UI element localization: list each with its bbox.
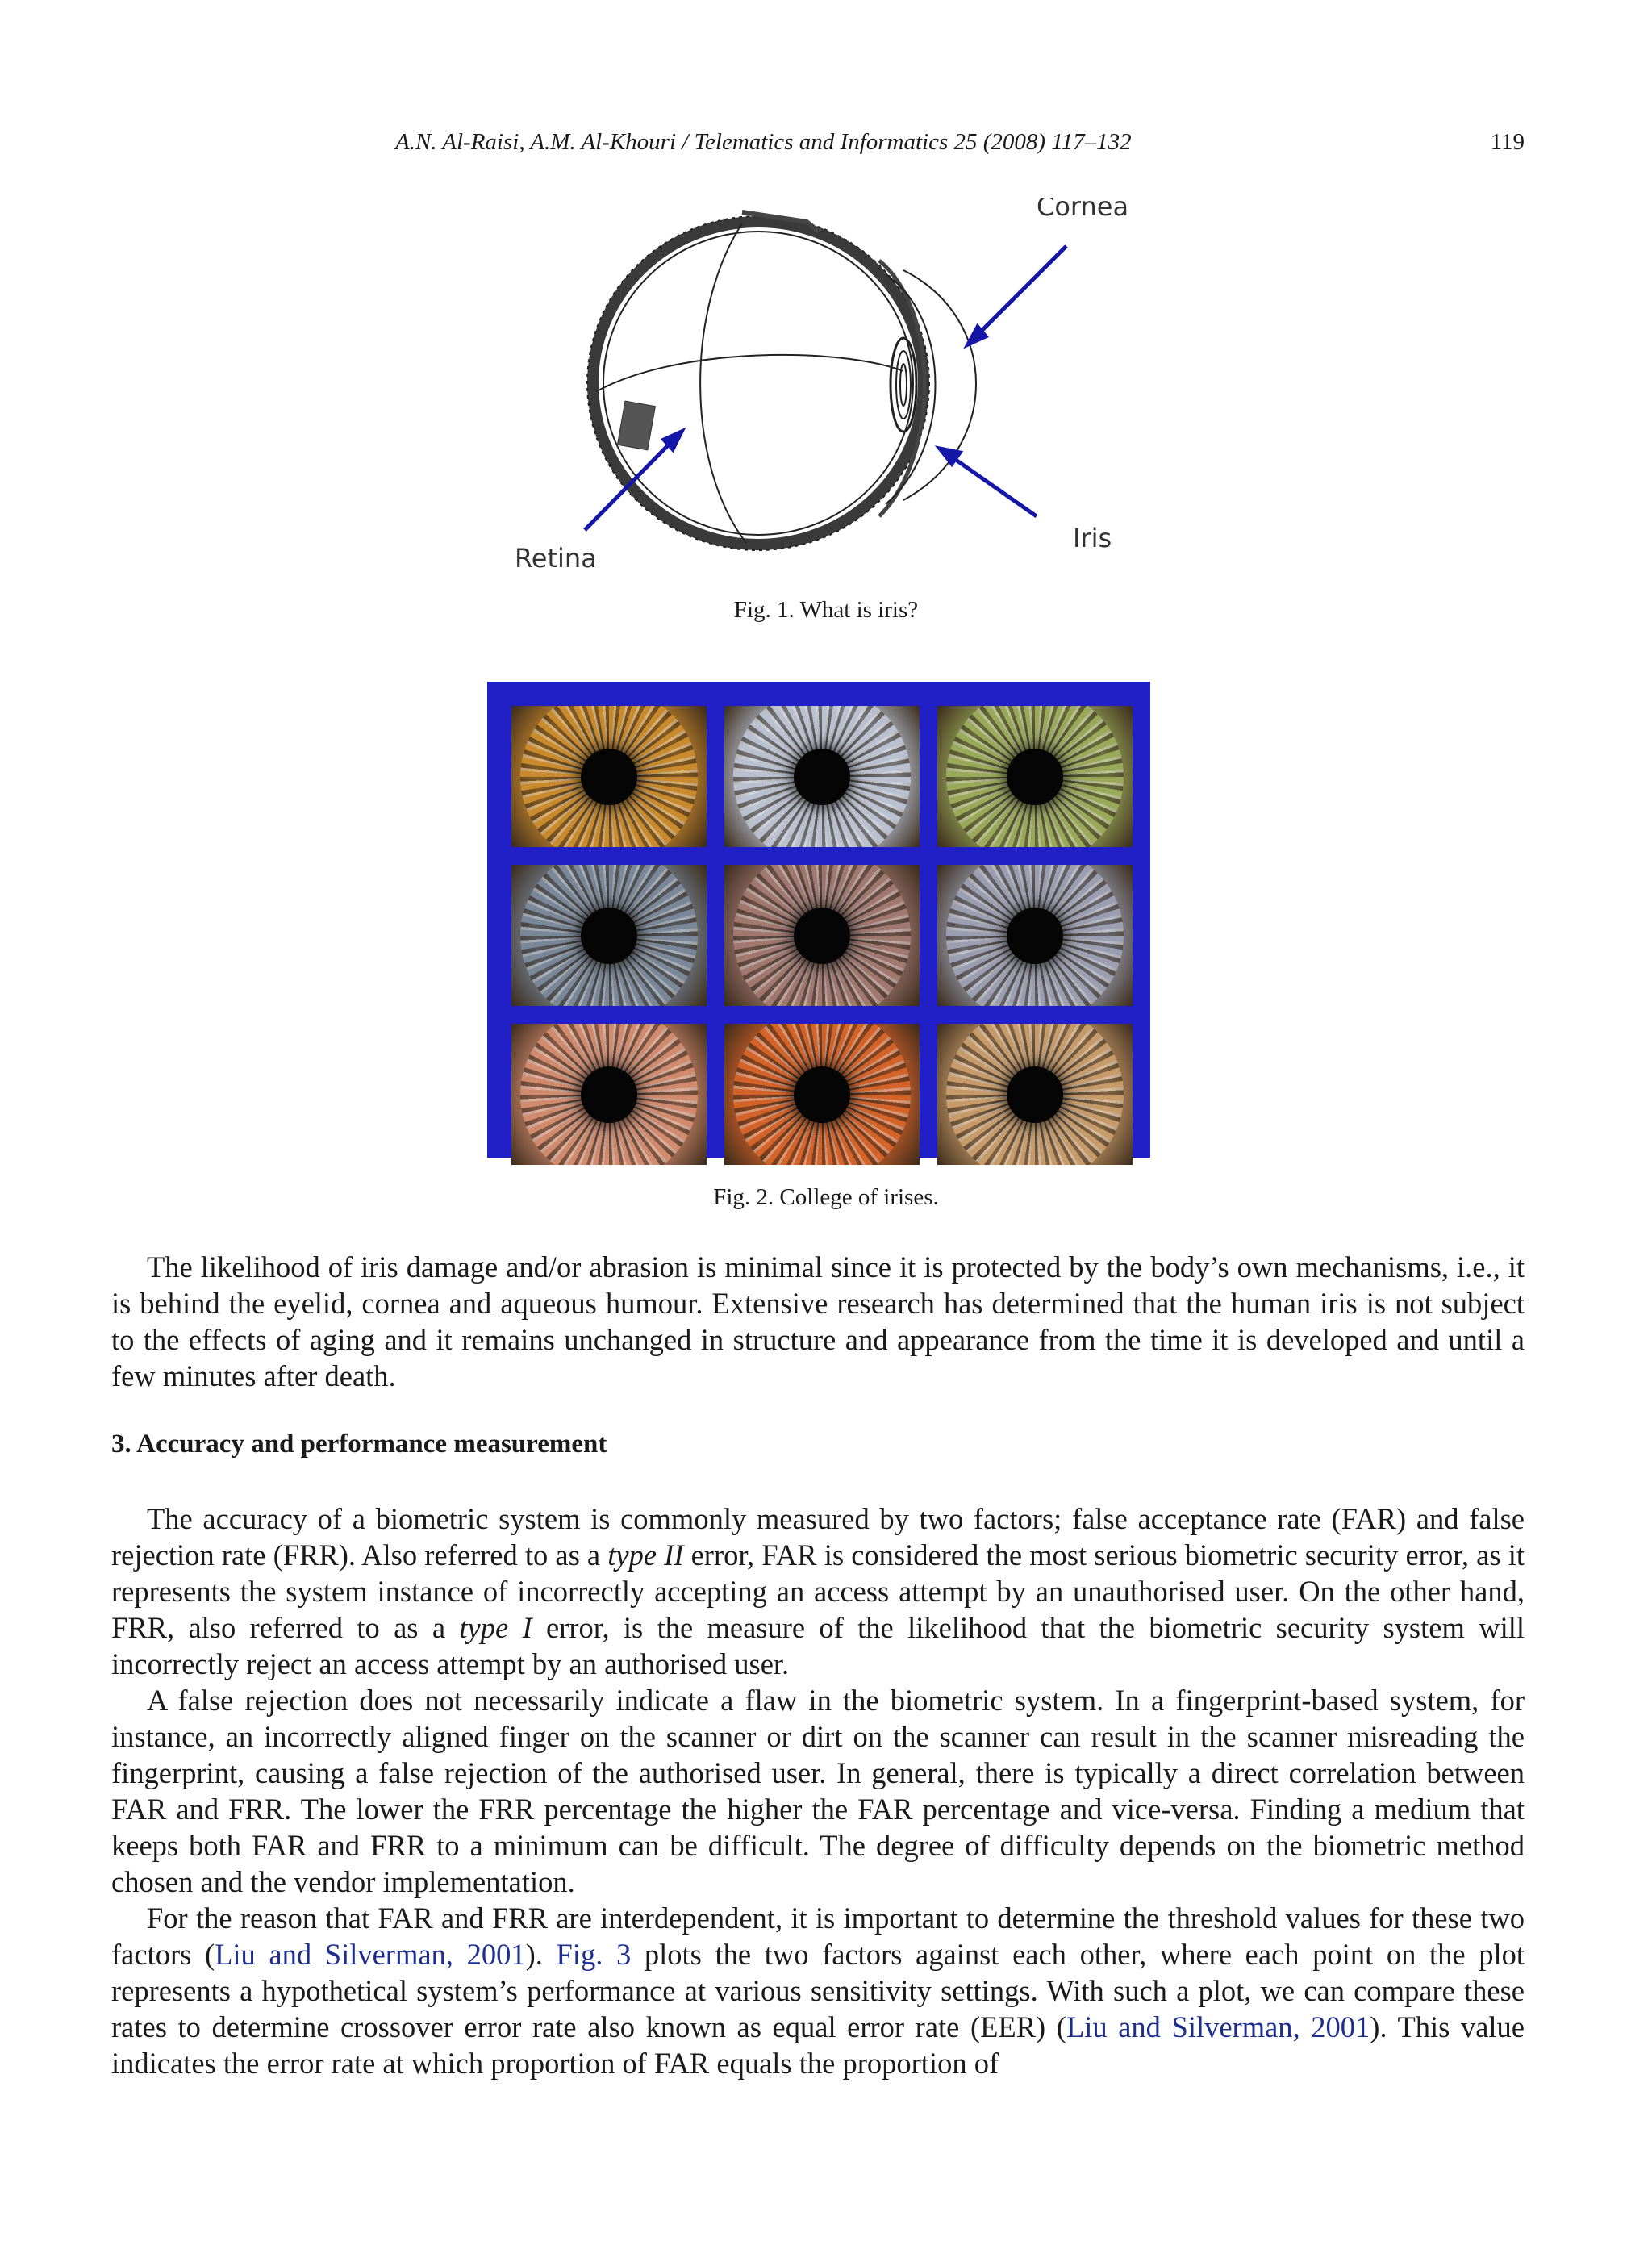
section-3-body (111, 1501, 1525, 2081)
pupil (1007, 749, 1063, 805)
paragraph-accuracy (111, 1501, 1525, 1682)
iris-photo (511, 1024, 707, 1165)
pupil (581, 1066, 637, 1123)
pupil (794, 908, 850, 964)
text-run: The accuracy of a biometric system is commonly measured by two factors; false acceptance rate (FAR) and false rejection rate (FRR). Also referred to as a (111, 1502, 1525, 1572)
running-title: A.N. Al-Raisi, A.M. Al-Khouri / Telematics and Informatics 25 (2008) 117–132 (395, 129, 1132, 155)
pupil (1007, 908, 1063, 964)
text-run: For the reason that FAR and FRR are interdependent, it is important to determine the threshold values for these two factors ( (111, 1901, 1525, 1971)
text-run: ). This value indicates the error rate at which proportion of FAR equals the proportion of (111, 2010, 1525, 2080)
pupil (794, 749, 850, 805)
paragraph-threshold (111, 1900, 1525, 2081)
text-run: error, is the measure of the likelihood that the biometric security system will incorrectly reject an access attempt by an authorised user. (111, 1611, 1525, 1680)
paragraph-iris-damage (111, 1249, 1525, 1394)
figure1-caption: Fig. 1. What is iris? (733, 597, 919, 623)
citation-link[interactable]: Liu and Silverman, 2001 (215, 1938, 526, 1971)
pupil (581, 749, 637, 805)
label-arrows (585, 246, 1066, 530)
text-run: plots the two factors against each other, where each point on the plot represents a hypothetical system’s performance at various sensitivity settings. With such a plot, we can compare these rates to determine crossover error rate also known as equal error rate (EER) ( (111, 1938, 1525, 2043)
iris-photo (937, 706, 1133, 847)
paragraph-text: The likelihood of iris damage and/or abrasion is minimal since it is protected by the body’s own mechanisms, i.e., it is behind the eyelid, cornea and aqueous humour. Extensive research has determined that the human iris is not subject to the effects of aging and it remains unchanged in structure and appearance from the time it is developed and until a few minutes after death. (111, 1250, 1525, 1392)
running-header (0, 129, 1652, 161)
page-number: 119 (1490, 129, 1525, 155)
iris-collage-figure (487, 682, 1150, 1158)
type-i-term: type I (459, 1611, 532, 1644)
type-ii-term: type II (607, 1538, 684, 1572)
pupil (794, 1066, 850, 1123)
figure-reference-link[interactable]: Fig. 3 (556, 1938, 632, 1971)
iris-photo (511, 865, 707, 1006)
iris-photo (937, 1024, 1133, 1165)
paragraph-false-rejection: A false rejection does not necessarily indicate a flaw in the biometric system. In a fingerprint-based system, for instance, an incorrectly aligned finger on the scanner or dirt on the scanner can result in the scanner misreading the fingerprint, causing a false rejection of the authorised user. In general, there is typically a direct correlation between FAR and FRR. The lower the FRR percentage the higher the FAR percentage and vice-versa. Finding a medium that keeps both FAR and FRR to a minimum can be difficult. The degree of difficulty depends on the biometric method chosen and the vendor implementation. (111, 1684, 1525, 1898)
iris-photo (724, 1024, 920, 1165)
iris-photo (937, 865, 1133, 1006)
cornea-label: Cornea (1037, 198, 1129, 222)
eyeball-drawing (587, 212, 976, 550)
section-heading: 3. Accuracy and performance measurement (111, 1430, 607, 1459)
figure2-caption: Fig. 2. College of irises. (713, 1184, 939, 1210)
pupil (1007, 1066, 1063, 1123)
iris-photo (724, 865, 920, 1006)
retina-label: Retina (515, 543, 597, 574)
iris-label: Iris (1073, 523, 1112, 553)
pupil (581, 908, 637, 964)
text-run: error, FAR is considered the most serious biometric security error, as it represents the system instance of incorrectly accepting an access attempt by an unauthorised user. On the other hand, FRR, also referred to as a (111, 1538, 1525, 1644)
text-run: ). (525, 1938, 557, 1971)
eye-diagram-figure (500, 198, 1145, 585)
iris-photo (511, 706, 707, 847)
iris-photo (724, 706, 920, 847)
citation-link[interactable]: Liu and Silverman, 2001 (1066, 2010, 1370, 2043)
